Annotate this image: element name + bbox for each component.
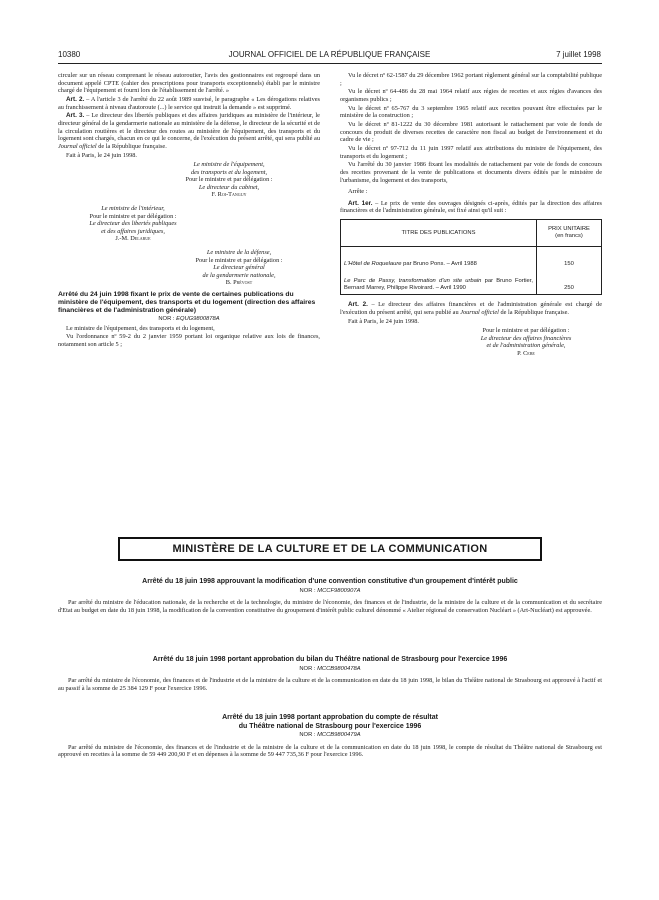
ministry-heading: MINISTÈRE DE LA CULTURE ET DE LA COMMUNICATION bbox=[118, 537, 542, 561]
visa: Vu le décret nº 65-767 du 3 septembre 1965 relatif aux recettes pouvant être effectuées par le ministère de la construction ; bbox=[340, 104, 602, 120]
column-header: TITRE DES PUBLICATIONS bbox=[341, 220, 537, 247]
signature-line: Le directeur des affaires financières bbox=[480, 334, 572, 342]
nor-label: NOR : bbox=[299, 732, 318, 738]
decree-title-line: Arrêté du 18 juin 1998 portant approbation du compte de résultat bbox=[222, 714, 438, 721]
page-number: 10380 bbox=[58, 50, 81, 59]
article-label: Art. 3. bbox=[66, 112, 85, 120]
table-header-row bbox=[341, 220, 602, 247]
article-text: – Le prix de vente des ouvrages désignés ci-après, édités par la direction des affaires financières et de l'administration générale, est fixé ainsi qu'il suit : bbox=[340, 199, 603, 215]
decree-title: Arrêté du 18 juin 1998 portant approbation du bilan du Théâtre national de Strasbourg pour l'exercice 1996 bbox=[152, 656, 508, 663]
header-rule bbox=[58, 63, 602, 64]
culture-decree-1 bbox=[58, 578, 602, 614]
done-at: Fait à Paris, le 24 juin 1998. bbox=[348, 318, 420, 326]
signature-line: Le directeur du cabinet, bbox=[198, 183, 260, 191]
article-label: Art. 1er. bbox=[348, 199, 373, 207]
decree-body: Par arrêté du ministre de l'éducation nationale, de la recherche et de la technologie, du ministre de l'économie, des finances et de l'industrie, de la ministre de la culture et de la communication et du secrétaire d'Etat au budget en date du 18 juin 1998, la modification de la convention constitutive du groupement d'intérêt public culturel dénommé « Atelier régional de conservation Nucléart » (Art-Nucléart) est approuvée. bbox=[58, 599, 602, 614]
decree-body: Par arrêté du ministre de l'économie, des finances et de l'industrie et de la ministre de la culture et de la communication en date du 18 juin 1998, le bilan du Théâtre national de Strasbourg est approuvé à l'actif et au passif à la somme de 25 384 129 F pour l'exercice 1996. bbox=[58, 677, 602, 692]
paragraph: Le ministre de l'équipement, des transports et du logement, bbox=[66, 324, 215, 332]
article-label: Art. 2. bbox=[66, 95, 85, 103]
article-text-end: de la République française. bbox=[96, 142, 167, 150]
signature-block-1 bbox=[58, 161, 320, 199]
article-text: – Le directeur des affaires financières et de l'administration générale est chargé de l'exécution du présent arrêté, qui sera publié au bbox=[340, 301, 602, 316]
article-text-end: de la République française. bbox=[498, 308, 569, 316]
signatory-name: B. Prévost bbox=[225, 279, 253, 287]
article-3 bbox=[58, 112, 320, 150]
decree-title: Arrêté du 24 juin 1998 fixant le prix de vente de certaines publications du ministère de l'équipement, des transports et du logement (direction des affaires financières et de l'administration générale) bbox=[58, 291, 316, 314]
table-cell bbox=[341, 270, 537, 295]
left-column bbox=[58, 72, 320, 350]
publications-table bbox=[340, 219, 602, 295]
signatory-name: P. Cebe bbox=[517, 349, 535, 357]
signature-line: de la gendarmerie nationale, bbox=[202, 271, 276, 279]
article-2 bbox=[340, 301, 602, 316]
table-row bbox=[341, 270, 602, 295]
nor-code: EQUG9800878A bbox=[176, 316, 220, 322]
decree-nor bbox=[58, 732, 602, 740]
decree-nor bbox=[58, 666, 602, 674]
journal-title: JOURNAL OFFICIEL DE LA RÉPUBLIQUE FRANÇAISE bbox=[228, 50, 431, 59]
issue-date: 7 juillet 1998 bbox=[556, 50, 601, 59]
signature-line: Le ministre de la défense, bbox=[206, 249, 272, 257]
table-cell bbox=[341, 247, 537, 271]
decree-nor bbox=[58, 316, 320, 324]
signature-block-2 bbox=[58, 205, 208, 243]
decree-title: Arrêté du 18 juin 1998 approuvant la modification d'une convention constitutive d'un groupement d'intérêt public bbox=[142, 578, 518, 585]
signature-block-3 bbox=[58, 249, 320, 287]
signatory-name: F. Roi-Tanguy bbox=[211, 191, 247, 199]
journal-ref: Journal officiel bbox=[58, 142, 97, 150]
publication-title: Le Parc de Passy, transformation d'un site urbain bbox=[344, 278, 482, 285]
publication-info: par Bruno Pons. – Avril 1988 bbox=[401, 261, 477, 268]
column-header-line: PRIX UNITAIRE bbox=[548, 226, 590, 233]
decree-nor bbox=[58, 588, 602, 596]
visa: Vu le décret nº 64-486 du 28 mai 1964 relatif aux régies de recettes et aux régies d'avances des organismes publics ; bbox=[340, 88, 602, 103]
article-2 bbox=[58, 96, 320, 111]
article-text: – A l'article 3 de l'arrêté du 22 août 1989 susvisé, le paragraphe « Les dérogations relatives au franchissement à niveau d'autoroute (...) le service qui instruit la demande » est supprimé. bbox=[58, 95, 320, 111]
article-label: Art. 2. bbox=[348, 301, 368, 309]
nor-label: NOR : bbox=[299, 665, 318, 672]
signature-line: Le directeur des libertés publiques bbox=[89, 220, 177, 228]
nor-label: NOR : bbox=[158, 316, 177, 322]
nor-code: MCCB9800479A bbox=[317, 732, 361, 738]
signature-line: Pour le ministre et par délégation : bbox=[195, 256, 283, 264]
visa: Vu l'arrêté du 30 janvier 1986 fixant les modalités de rattachement par voie de fonds de concours des recettes provenant de la vente de publications et documents divers édités par le ministère de l'urbanisme, du logement et des transports, bbox=[340, 161, 602, 184]
nor-code: MCCB9800478A bbox=[317, 665, 361, 672]
signature-line: Le directeur général bbox=[213, 264, 265, 272]
signature-line: Pour le ministre et par délégation : bbox=[89, 212, 177, 220]
table-cell-price: 250 bbox=[537, 270, 602, 295]
decree-title-line: du Théâtre national de Strasbourg pour l'exercice 1996 bbox=[238, 722, 422, 730]
table-row bbox=[341, 247, 602, 271]
paragraph: circuler sur un réseau comprenant le réseau autoroutier, l'avis des gestionnaires est regroupé dans un document appelé CPTE (cahier des prescriptions pour transports exceptionnels) établi par le ministre chargé de l'équipement et fourni lors de l'établissement de l'arrêté. » bbox=[58, 72, 320, 95]
publication-info: par Bruno Fortier, Bernard Marrey, Philippe Rivoirard. – Avril 1990 bbox=[344, 278, 533, 292]
done-at: Fait à Paris, le 24 juin 1998. bbox=[66, 151, 138, 159]
nor-code: MCCF9800907A bbox=[317, 587, 361, 594]
journal-ref: Journal officiel bbox=[460, 308, 499, 316]
article-1 bbox=[340, 200, 602, 215]
column-header bbox=[537, 220, 602, 247]
right-column bbox=[340, 72, 602, 357]
visa: Vu le décret nº 62-1587 du 29 décembre 1962 portant règlement général sur la comptabilité publique ; bbox=[340, 72, 602, 87]
culture-decree-3 bbox=[58, 714, 602, 759]
signatory-name: J.-M. Delarue bbox=[115, 235, 151, 243]
signature-line: et des affaires juridiques, bbox=[101, 227, 165, 235]
visa: Vu le décret nº 81-1222 du 30 décembre 1981 autorisant le rattachement par voie de fonds de concours du produit de diverses recettes de caractère non fiscal au budget de l'environnement et du cadre de vie ; bbox=[340, 121, 602, 144]
article-text: – Le directeur des libertés publiques et des affaires juridiques au ministère de l'intérieur, le directeur général de la gendarmerie nationale au ministère de la défense, le directeur de la sécurité et de la circulation routières et le directeur des routes au ministère de l'équipement, des transports et du logement sont chargés, chacun en ce qui le concerne, de l'exécution du présent arrêté, qui sera publié au bbox=[58, 112, 320, 143]
signature-line: Le ministre de l'équipement, bbox=[193, 161, 265, 169]
signature-line: Pour le ministre et par délégation : bbox=[185, 176, 273, 184]
signature-line: Le ministre de l'intérieur, bbox=[101, 205, 165, 213]
publication-title: L'Hôtel de Roquelaure bbox=[344, 261, 402, 268]
signature-line: des transports et du logement, bbox=[190, 168, 268, 176]
paragraph: Vu l'ordonnance nº 59-2 du 2 janvier 1959 portant loi organique relative aux lois de finances, notamment son article 5 ; bbox=[58, 333, 320, 348]
signature-line: et de l'administration générale, bbox=[486, 342, 566, 350]
decree-body: Par arrêté du ministre de l'économie, des finances et de l'industrie et de la ministre de la culture et de la communication en date du 18 juin 1998, le compte de résultat du Théâtre national de Strasbourg est approuvé en recettes à la somme de 59 449 200,90 F et en dépenses à la somme de 59 447 735,36 F pour l'exercice 1996. bbox=[58, 743, 602, 759]
arrete-heading: Arrête : bbox=[348, 188, 368, 196]
column-header-line: (en francs) bbox=[555, 233, 583, 240]
nor-label: NOR : bbox=[299, 587, 318, 594]
signature-block bbox=[340, 327, 602, 357]
signature-line: Pour le ministre et par délégation : bbox=[482, 327, 570, 334]
culture-decree-2 bbox=[58, 656, 602, 692]
visa: Vu le décret nº 97-712 du 11 juin 1997 relatif aux attributions du ministre de l'équipement, des transports et du logement ; bbox=[340, 145, 602, 160]
table-cell-price: 150 bbox=[537, 247, 602, 271]
